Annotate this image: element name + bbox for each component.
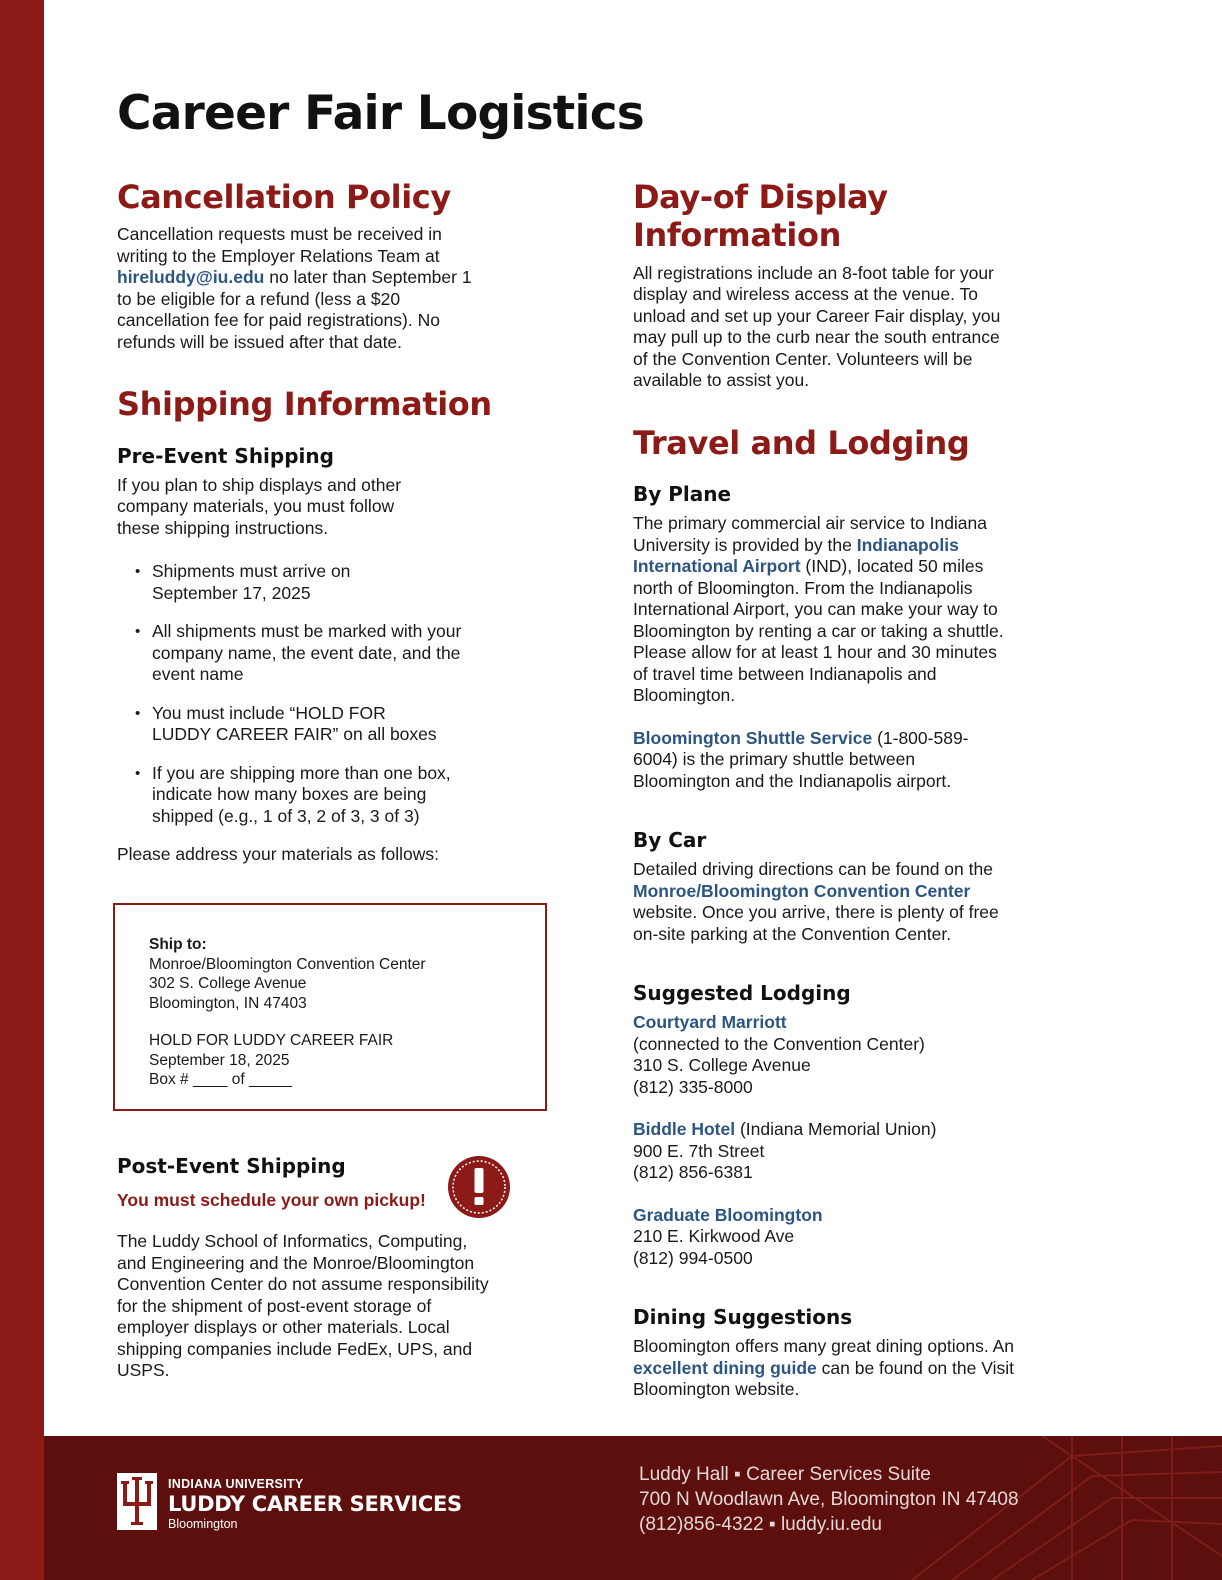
- left-accent-bar: [0, 0, 44, 1580]
- ship-address-line: 302 S. College Avenue: [149, 975, 307, 992]
- dining-text-part-1: Bloomington offers many great dining options. An: [633, 1336, 1015, 1357]
- dining-guide-link[interactable]: excellent dining guide: [633, 1357, 817, 1378]
- contact-block: [639, 1462, 1019, 1537]
- brand-university: INDIANA UNIVERSITY: [168, 1477, 304, 1491]
- hotel-link[interactable]: Graduate Bloomington: [633, 1204, 823, 1225]
- list-item: [633, 1119, 1093, 1184]
- footer: [44, 1436, 1222, 1580]
- cancellation-text: [117, 224, 487, 353]
- exclamation-icon: [447, 1155, 511, 1219]
- display-heading: Day-of Display Information: [633, 178, 888, 255]
- hotel-line: (connected to the Convention Center): [633, 1033, 925, 1054]
- by-plane-subheading: By Plane: [633, 482, 732, 507]
- dining-text-part-2: can be found on the Visit Bloomington website.: [633, 1357, 1014, 1400]
- dining-subheading: Dining Suggestions: [633, 1305, 853, 1330]
- lodging-subheading: Suggested Lodging: [633, 981, 851, 1006]
- list-item: [633, 1012, 1093, 1098]
- by-car-text-part-1: Detailed driving directions can be found on the: [633, 859, 993, 880]
- shipping-section: [117, 385, 557, 865]
- convention-center-link[interactable]: Monroe/Bloomington Convention Center: [633, 880, 971, 901]
- email-link[interactable]: hireluddy@iu.edu: [117, 267, 265, 288]
- by-plane-text-part-2: (IND), located 50 miles north of Bloomington. From the Indianapolis International Airport, you can make your way to Bloomington by renting a car or taking a shuttle. Please allow for at least 1 hour and 30 minutes of travel time between Indianapolis and Bloomington.: [633, 556, 1004, 706]
- brand-campus: Bloomington: [168, 1517, 238, 1531]
- cancellation-section: [117, 178, 557, 353]
- post-event-subheading: Post-Event Shipping: [117, 1154, 346, 1178]
- hotel-link[interactable]: Courtyard Marriott: [633, 1012, 787, 1033]
- shuttle-description: (1-800-589-6004) is the primary shuttle between Bloomington and the Indianapolis airport.: [633, 727, 969, 791]
- pre-event-subheading: Pre-Event Shipping: [117, 443, 334, 468]
- travel-section: [633, 424, 1093, 1401]
- display-text: All registrations include an 8-foot table for your display and wireless access at the venue. To unload and set up your Career Fair display, you may pull up to the curb near the south entrance of the Convention Center. Volunteers will be available to assist you.: [633, 262, 1001, 391]
- by-plane-text: [633, 513, 1011, 707]
- cancellation-heading: Cancellation Policy: [117, 178, 451, 216]
- left-column: [117, 178, 557, 866]
- iu-trident-logo: [117, 1473, 157, 1530]
- ship-date-line: September 18, 2025: [149, 1051, 290, 1069]
- cancellation-text-part-2: no later than September 1 to be eligible for a refund (less a $20 cancellation fee for paid registrations). No refunds will be issued after that date.: [117, 267, 472, 352]
- hotel-line: 310 S. College Avenue: [633, 1055, 811, 1076]
- ship-to-box: [113, 903, 547, 1111]
- page-title: Career Fair Logistics: [117, 86, 644, 141]
- by-plane-text-part-1: The primary commercial air service to Indiana University is provided by the: [633, 513, 988, 555]
- right-column: [633, 178, 1093, 1401]
- shipping-bullet-list: [117, 561, 487, 827]
- ship-address-line: Bloomington, IN 47403: [149, 994, 307, 1012]
- ship-to-label: Ship to:: [149, 936, 207, 953]
- shipping-heading: Shipping Information: [117, 385, 492, 424]
- shuttle-text: [633, 728, 993, 793]
- hotel-link[interactable]: Biddle Hotel: [633, 1119, 736, 1140]
- hotel-line: (812) 335-8000: [633, 1076, 753, 1097]
- by-car-subheading: By Car: [633, 828, 707, 853]
- hotel-note: (Indiana Memorial Union): [735, 1119, 937, 1140]
- brand-block: [168, 1477, 462, 1532]
- ship-address-line: Monroe/Bloomington Convention Center: [149, 955, 426, 973]
- hotel-list: [633, 1012, 1093, 1269]
- cancellation-text-part-1: Cancellation requests must be received in writing to the Employer Relations Team at: [117, 224, 442, 266]
- contact-location: Luddy Hall ▪ Career Services Suite: [639, 1464, 931, 1485]
- by-car-text: [633, 859, 1013, 945]
- dining-text: [633, 1336, 1018, 1401]
- hotel-line: (812) 994-0500: [633, 1247, 753, 1268]
- airport-link[interactable]: Indianapolis International Airport: [633, 534, 959, 577]
- list-item: • All shipments must be marked with your company name, the event date, and the event name: [117, 621, 487, 686]
- brand-name: LUDDY CAREER SERVICES: [168, 1492, 462, 1516]
- pickup-warning: You must schedule your own pickup!: [117, 1190, 426, 1210]
- ship-hold-line: HOLD FOR LUDDY CAREER FAIR: [149, 1032, 394, 1049]
- travel-heading: Travel and Lodging: [633, 423, 970, 462]
- address-intro: Please address your materials as follows:: [117, 844, 439, 865]
- ship-box-number-line: Box # ____ of _____: [149, 1071, 293, 1088]
- post-event-text: The Luddy School of Informatics, Computing, and Engineering and the Monroe/Bloomington Convention Center do not assume responsibility for the shipment of post-event storage of employer displays or other materials. Local shipping companies include FedEx, UPS, and USPS.: [117, 1231, 489, 1380]
- list-item: • You must include “HOLD FOR LUDDY CAREER FAIR” on all boxes: [117, 703, 442, 746]
- by-car-text-part-2: website. Once you arrive, there is plenty of free on-site parking at the Convention Center.: [633, 902, 999, 944]
- hotel-line: 210 E. Kirkwood Ave: [633, 1226, 795, 1247]
- hotel-line: 900 E. 7th Street: [633, 1140, 765, 1161]
- list-item: • Shipments must arrive on September 17, 2025: [117, 561, 372, 604]
- list-item: [633, 1205, 1093, 1270]
- display-section: [633, 178, 1093, 392]
- contact-address: 700 N Woodlawn Ave, Bloomington IN 47408: [639, 1489, 1019, 1510]
- contact-phone-web: (812)856-4322 ▪ luddy.iu.edu: [639, 1514, 883, 1535]
- hotel-line: (812) 856-6381: [633, 1162, 753, 1183]
- list-item: • If you are shipping more than one box, indicate how many boxes are being shipped (e.g., 1 of 3, 2 of 3, 3 of 3): [117, 763, 482, 828]
- shuttle-link[interactable]: Bloomington Shuttle Service: [633, 727, 873, 748]
- pre-event-intro: If you plan to ship displays and other company materials, you must follow these shipping instructions.: [117, 474, 402, 538]
